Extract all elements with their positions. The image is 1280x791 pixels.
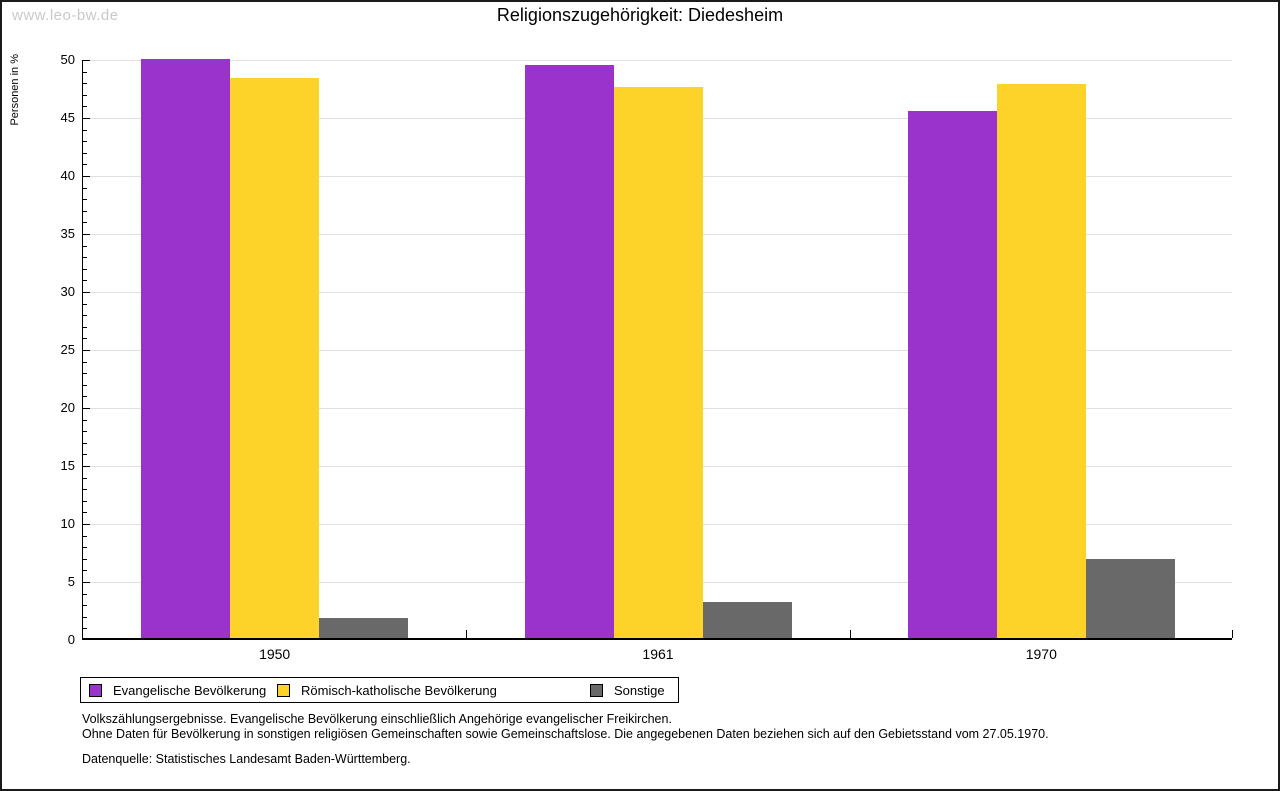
y-axis-tick — [83, 211, 87, 212]
y-tick-label: 5 — [67, 574, 75, 589]
legend-swatch-sonstige — [590, 684, 603, 697]
y-axis-tick — [83, 489, 87, 490]
bar-1961-3 — [703, 602, 792, 638]
legend — [80, 677, 679, 703]
y-axis-tick — [83, 512, 87, 513]
y-axis-tick — [83, 269, 87, 270]
bar-1970-2 — [997, 84, 1086, 638]
legend-label: Römisch-katholische Bevölkerung — [301, 682, 497, 698]
y-axis-tick — [83, 582, 90, 583]
y-tick-label: 10 — [60, 516, 75, 531]
y-axis-tick — [83, 95, 87, 96]
y-axis-tick — [83, 396, 87, 397]
y-axis-tick — [83, 478, 87, 479]
y-axis-tick — [83, 454, 87, 455]
legend-label: Evangelische Bevölkerung — [113, 682, 267, 698]
y-axis-tick — [83, 443, 87, 444]
plot-area — [60, 52, 1232, 662]
y-axis-tick — [83, 118, 90, 119]
x-category-label: 1950 — [259, 646, 291, 662]
y-axis-tick — [83, 431, 87, 432]
x-axis-tick — [850, 630, 851, 638]
y-axis-tick — [83, 466, 90, 467]
y-tick-label: 20 — [60, 400, 75, 415]
y-tick-label: 30 — [60, 284, 75, 299]
y-axis-tick — [83, 338, 87, 339]
y-tick-label: 45 — [60, 110, 75, 125]
y-axis-tick — [83, 570, 87, 571]
y-axis-tick — [83, 164, 87, 165]
y-axis-tick — [83, 222, 87, 223]
gridline — [83, 60, 1232, 61]
y-tick-label: 15 — [60, 458, 75, 473]
footnote-line-1: Volkszählungsergebnisse. Evangelische Bevölkerung einschließlich Angehörige evangelischer Freikirchen. — [82, 712, 672, 726]
y-axis-tick — [83, 304, 87, 305]
y-tick-label: 40 — [60, 168, 75, 183]
y-axis-tick — [83, 280, 87, 281]
y-axis-tick — [83, 594, 87, 595]
y-axis-tick — [83, 199, 87, 200]
y-tick-label: 50 — [60, 52, 75, 67]
y-axis-tick — [83, 617, 87, 618]
y-axis-tick — [83, 327, 87, 328]
y-axis-tick — [83, 141, 87, 142]
bar-1970-1 — [908, 111, 997, 638]
legend-item-evangelische — [89, 678, 266, 702]
y-tick-label: 25 — [60, 342, 75, 357]
y-axis-tick — [83, 362, 87, 363]
footnote-line-2: Ohne Daten für Bevölkerung in sonstigen religiösen Gemeinschaften sowie Gemeinschaftslose. Die angegebenen Daten beziehen sich auf den Gebietsstand vom 27.05.1970. — [82, 727, 1049, 741]
legend-swatch-evangelische — [89, 684, 102, 697]
y-axis-tick — [83, 153, 87, 154]
y-axis-tick — [83, 292, 90, 293]
legend-item-sonstige — [590, 678, 665, 702]
y-axis-tick — [83, 188, 87, 189]
y-axis-tick — [83, 420, 87, 421]
y-axis-tick — [83, 72, 87, 73]
y-axis-tick — [83, 315, 87, 316]
y-axis-title: Personen in % — [9, 54, 21, 126]
y-axis-tick — [83, 501, 87, 502]
watermark: www.leo-bw.de — [12, 7, 119, 24]
y-axis-tick — [83, 385, 87, 386]
y-axis-tick — [83, 408, 90, 409]
y-axis-tick — [83, 83, 87, 84]
y-axis-tick — [83, 130, 87, 131]
legend-swatch-katholische — [277, 684, 290, 697]
bar-1961-2 — [614, 87, 703, 638]
y-axis-tick — [83, 628, 87, 629]
y-axis-tick — [83, 60, 90, 61]
bar-1961-1 — [525, 65, 614, 638]
x-axis-tick — [1232, 630, 1233, 638]
legend-label: Sonstige — [614, 682, 665, 698]
y-tick-label: 0 — [67, 632, 75, 647]
y-axis-tick — [83, 350, 90, 351]
y-axis-tick — [83, 234, 90, 235]
bar-1950-2 — [230, 78, 319, 638]
y-axis-tick — [83, 559, 87, 560]
footnotes — [82, 712, 1049, 742]
bar-1970-3 — [1086, 559, 1175, 638]
y-axis-tick — [83, 536, 87, 537]
bar-1950-3 — [319, 618, 408, 638]
chart-title: Religionszugehörigkeit: Diedesheim — [496, 5, 784, 25]
x-category-label: 1970 — [1025, 646, 1057, 662]
y-axis-tick — [83, 605, 87, 606]
y-axis-tick — [83, 176, 90, 177]
y-tick-label: 35 — [60, 226, 75, 241]
data-source: Datenquelle: Statistisches Landesamt Baden-Württemberg. — [82, 752, 411, 766]
x-axis-tick — [466, 630, 467, 638]
legend-item-katholische — [277, 678, 497, 702]
y-axis-tick — [83, 373, 87, 374]
y-axis-tick — [83, 524, 90, 525]
y-axis-tick — [83, 257, 87, 258]
bar-1950-1 — [141, 59, 230, 638]
y-axis-tick — [83, 547, 87, 548]
y-axis-tick — [83, 106, 87, 107]
y-axis-tick — [83, 246, 87, 247]
x-category-label: 1961 — [642, 646, 674, 662]
